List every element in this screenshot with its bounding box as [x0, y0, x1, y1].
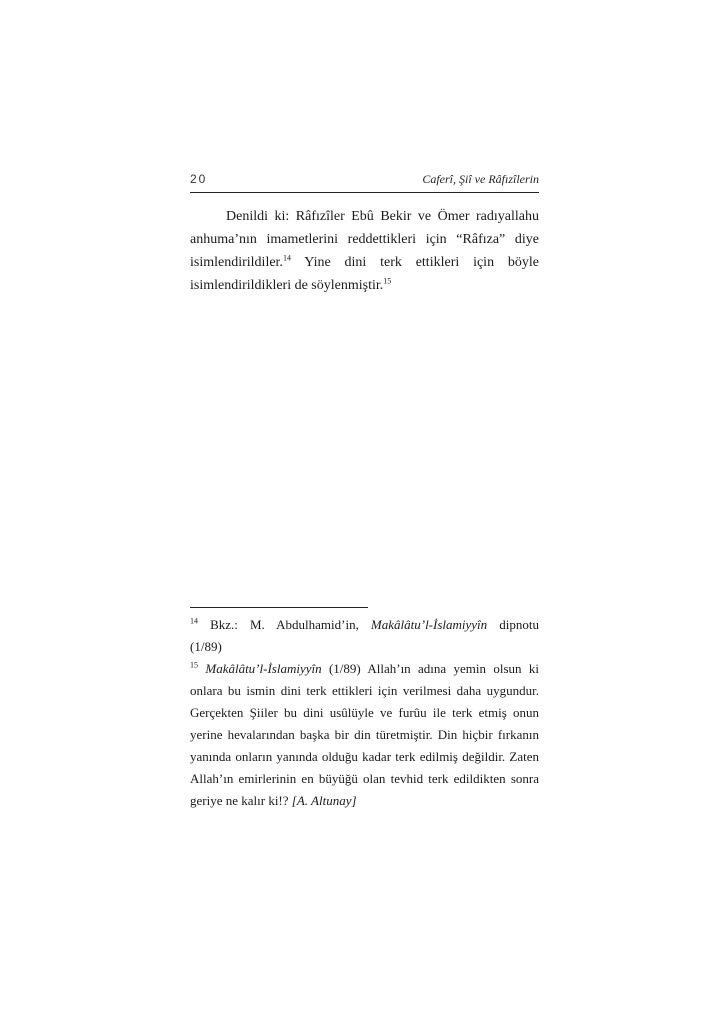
page-number: 20: [190, 172, 208, 186]
paragraph-text: Denildi ki: Râfızîler Ebû Bekir ve Ömer radıyallahu anhuma’nın imametlerini reddettikleri için “Râfıza” diye isimlendirildiler.: [190, 209, 539, 270]
footnote-divider: [190, 607, 368, 608]
footnote-text: (1/89) Allah’ın adına yemin olsun ki onlara bu ismin dini terk ettikleri için verilmesi daha uygundur. Gerçekten Şiiler bu dini usûlüyle ve furûu ile terk etmiş onun yerine hevalarından başka bir din türetmiştir. Din hiçbir fırkanın yanında onların yanında olduğu kadar terk edilmiş değildir. Zaten Allah’ın emirlerinin en büyüğü olan tevhid terk edildikten sonra geriye ne kalır ki!?: [190, 661, 540, 808]
footnote-ref-15: 15: [383, 276, 392, 286]
running-title: Caferî, Şiî ve Râfızîlerin: [422, 172, 539, 186]
attribution: [A. Altunay]: [291, 793, 357, 808]
book-title: Makâlâtu’l-İslamiyyîn: [205, 661, 322, 676]
footnote-14-cont: (1/89): [190, 639, 222, 654]
main-text: [190, 205, 539, 297]
footnotes: [190, 614, 539, 812]
footnote-15: [190, 658, 539, 812]
footnote-14: [190, 614, 539, 636]
footnote-text: dipnotu: [487, 617, 539, 632]
footnote-text: Bkz.: M. Abdulhamid’in,: [198, 617, 371, 632]
book-title: Makâlâtu’l-İslamiyyîn: [370, 617, 488, 632]
footnote-number: 15: [190, 660, 198, 670]
paragraph: [190, 205, 539, 297]
footnote-number: 14: [190, 616, 198, 626]
paragraph-text-cont: Yine dini terk ettikleri için böyle isimlendirildikleri de söylenmiştir.: [190, 255, 539, 293]
footnote-ref-14: 14: [282, 253, 291, 263]
page-header: [190, 170, 539, 193]
